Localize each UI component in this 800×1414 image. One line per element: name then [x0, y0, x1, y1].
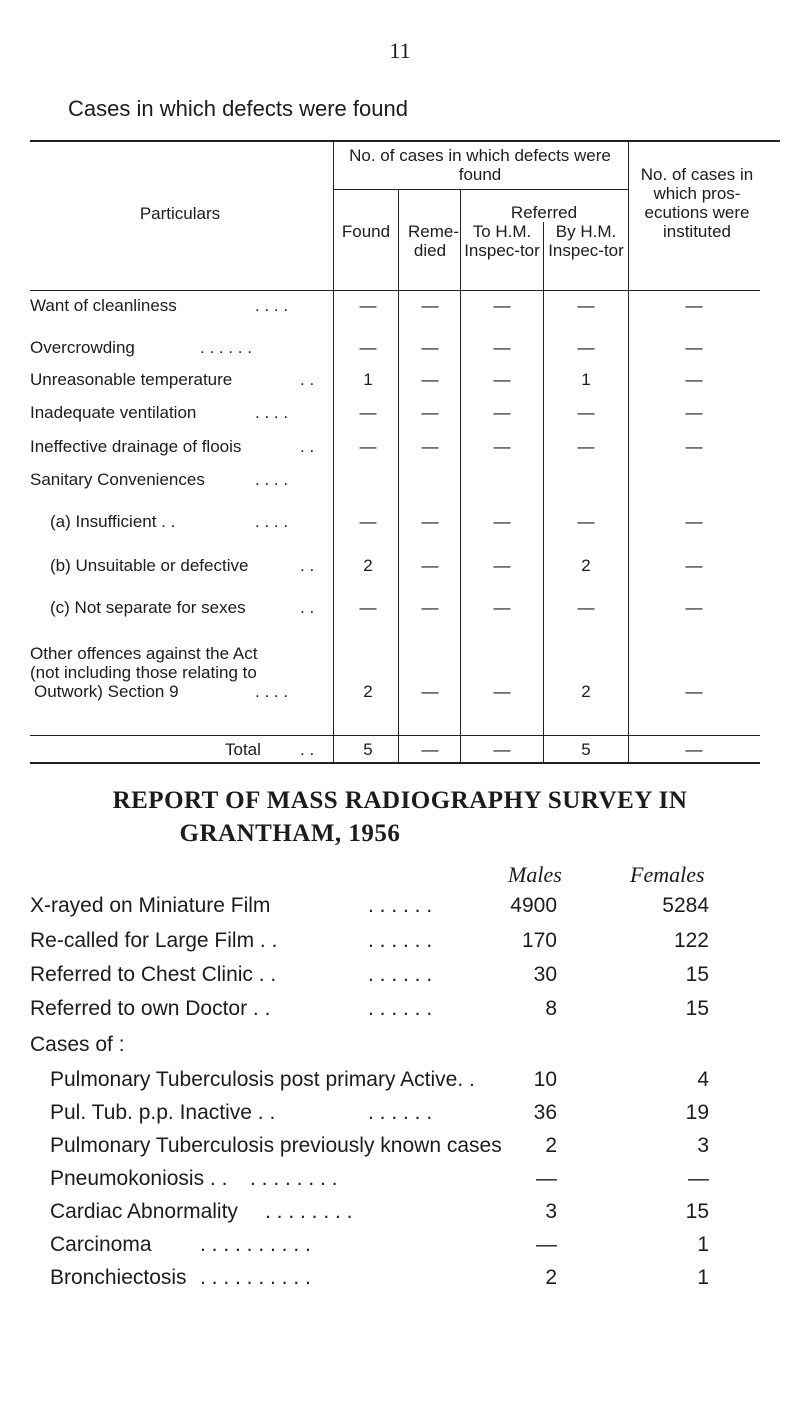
cell-prosecutions: —: [685, 338, 703, 357]
cell-prosecutions: —: [685, 370, 703, 389]
case-row-dots: . . . . . .: [368, 1101, 433, 1124]
cell-prosecutions: —: [685, 437, 703, 456]
case-row-dots: . . . . . . . . . .: [200, 1233, 311, 1256]
cell-by-hm: —: [577, 296, 595, 315]
header-particulars: Particulars: [139, 204, 221, 223]
cell-found: 2: [363, 556, 373, 575]
report-row-label: X-rayed on Miniature Film: [30, 894, 271, 917]
report-value-females: 15: [685, 963, 709, 986]
case-value-males: 2: [545, 1266, 557, 1289]
cell-prosecutions: —: [685, 512, 703, 531]
total-found: 5: [363, 740, 373, 759]
case-value-males: 2: [545, 1134, 557, 1157]
case-row-label: Pulmonary Tuberculosis previously known cases: [50, 1134, 502, 1157]
row-dots: . . . .: [255, 296, 289, 315]
case-row-label: Bronchiectosis: [50, 1266, 187, 1289]
case-value-males: —: [536, 1233, 557, 1256]
cell-by-hm: —: [577, 598, 595, 617]
cell-to-hm: —: [493, 598, 511, 617]
cell-by-hm: —: [577, 512, 595, 531]
total-by-hm: 5: [581, 740, 591, 759]
cell-found: —: [359, 296, 377, 315]
report-value-males: 30: [533, 963, 557, 986]
cell-to-hm: —: [493, 512, 511, 531]
table-header-rule: [30, 290, 760, 291]
header-cases-group: No. of cases in which defects were found: [349, 146, 611, 184]
report-value-females: 122: [673, 929, 709, 952]
row-label: Other offences against the Act: [30, 644, 258, 663]
row-dots: . .: [300, 437, 315, 456]
row-label: (not including those relating to: [30, 663, 257, 682]
header-found: Found: [341, 222, 391, 241]
case-value-males: 10: [533, 1068, 557, 1091]
case-value-females: 4: [697, 1068, 709, 1091]
row-label: (a) Insufficient . .: [50, 512, 176, 531]
cell-found: —: [359, 338, 377, 357]
table-col-rule: [628, 142, 629, 762]
row-label: (b) Unsuitable or defective: [50, 556, 249, 575]
cell-by-hm: —: [577, 403, 595, 422]
total-prosecutions: —: [685, 740, 703, 759]
header-by-hm: By H.M. Inspec-tor: [548, 222, 624, 260]
row-label: Overcrowding: [30, 338, 135, 357]
page-title: Cases in which defects were found: [68, 96, 408, 121]
row-dots: . . . .: [255, 403, 289, 422]
total-remedied: —: [421, 740, 439, 759]
row-label: Ineffective drainage of floois: [30, 437, 242, 456]
case-value-males: 3: [545, 1200, 557, 1223]
cell-remedied: —: [421, 556, 439, 575]
cell-prosecutions: —: [685, 556, 703, 575]
cell-remedied: —: [421, 370, 439, 389]
table-col-rule: [460, 189, 461, 762]
row-dots: . .: [300, 598, 315, 617]
row-dots: . . . . . .: [200, 338, 252, 357]
header-remedied: Reme-died: [408, 222, 460, 260]
cell-by-hm: —: [577, 437, 595, 456]
row-dots: . .: [300, 556, 315, 575]
report-value-males: 4900: [510, 894, 557, 917]
cell-remedied: —: [421, 338, 439, 357]
cell-to-hm: —: [493, 338, 511, 357]
cell-to-hm: —: [493, 296, 511, 315]
cell-by-hm: 1: [581, 370, 591, 389]
case-row-label: Pulmonary Tuberculosis post primary Active. .: [50, 1068, 475, 1091]
cell-prosecutions: —: [685, 682, 703, 701]
case-row-dots: . . . . . . . .: [250, 1167, 338, 1190]
total-label: Total: [225, 740, 261, 759]
case-row-label: Pneumokoniosis . .: [50, 1167, 228, 1190]
case-row-label: Pul. Tub. p.p. Inactive . .: [50, 1101, 276, 1124]
total-dots: . .: [300, 740, 315, 759]
report-value-females: 15: [685, 997, 709, 1020]
case-value-males: 36: [533, 1101, 557, 1124]
header-referred: Referred: [510, 203, 578, 222]
table-top-rule: [30, 140, 780, 142]
cell-to-hm: —: [493, 403, 511, 422]
row-label: Sanitary Conveniences: [30, 470, 205, 489]
row-dots: . .: [300, 370, 315, 389]
case-value-males: —: [536, 1167, 557, 1190]
report-row-dots: . . . . . .: [368, 963, 433, 986]
header-to-hm: To H.M. Inspec-tor: [464, 222, 540, 260]
report-row-dots: . . . . . .: [368, 997, 433, 1020]
row-dots: . . . .: [255, 512, 289, 531]
case-value-females: —: [688, 1167, 709, 1190]
row-label: Outwork) Section 9: [34, 682, 179, 701]
case-row-dots: . . . . . . . .: [265, 1200, 353, 1223]
cell-found: —: [359, 403, 377, 422]
case-value-females: 3: [697, 1134, 709, 1157]
cell-remedied: —: [421, 403, 439, 422]
case-value-females: 15: [685, 1200, 709, 1223]
table-bottom-rule: [30, 762, 760, 764]
report-title-line2: GRANTHAM, 1956: [179, 820, 401, 847]
cell-found: —: [359, 598, 377, 617]
report-value-males: 170: [521, 929, 557, 952]
cell-to-hm: —: [493, 682, 511, 701]
cell-found: —: [359, 512, 377, 531]
report-row-label: Re-called for Large Film . .: [30, 929, 278, 952]
cell-by-hm: 2: [581, 682, 591, 701]
case-value-females: 1: [697, 1266, 709, 1289]
cell-remedied: —: [421, 512, 439, 531]
row-dots: . . . .: [255, 682, 289, 701]
report-title-line1: REPORT OF MASS RADIOGRAPHY SURVEY IN: [112, 787, 688, 814]
cell-by-hm: 2: [581, 556, 591, 575]
cell-remedied: —: [421, 437, 439, 456]
cell-found: 2: [363, 682, 373, 701]
cell-prosecutions: —: [685, 403, 703, 422]
table-col-rule: [543, 222, 544, 762]
cell-prosecutions: —: [685, 598, 703, 617]
cell-to-hm: —: [493, 437, 511, 456]
case-value-females: 19: [685, 1101, 709, 1124]
cell-remedied: —: [421, 296, 439, 315]
total-to-hm: —: [493, 740, 511, 759]
row-dots: . . . .: [255, 470, 289, 489]
case-row-label: Carcinoma: [50, 1233, 152, 1256]
table-sub-rule: [333, 189, 628, 190]
cell-remedied: —: [421, 598, 439, 617]
cell-by-hm: —: [577, 338, 595, 357]
header-prosecutions: No. of cases in which pros-ecutions were instituted: [640, 165, 754, 241]
report-row-label: Referred to own Doctor . .: [30, 997, 271, 1020]
column-header-males: Males: [508, 862, 562, 887]
row-label: Inadequate ventilation: [30, 403, 197, 422]
cell-to-hm: —: [493, 556, 511, 575]
table-col-rule: [398, 189, 399, 762]
report-value-males: 8: [545, 997, 557, 1020]
table-total-top-rule: [30, 735, 760, 736]
column-header-females: Females: [630, 862, 705, 887]
cases-of-heading: Cases of :: [30, 1033, 125, 1056]
cell-to-hm: —: [493, 370, 511, 389]
cell-found: 1: [363, 370, 373, 389]
page-number: 11: [389, 38, 411, 63]
cell-found: —: [359, 437, 377, 456]
report-row-dots: . . . . . .: [368, 894, 433, 917]
report-value-females: 5284: [662, 894, 709, 917]
report-row-dots: . . . . . .: [368, 929, 433, 952]
cell-remedied: —: [421, 682, 439, 701]
report-row-label: Referred to Chest Clinic . .: [30, 963, 277, 986]
case-row-dots: . . . . . . . . . .: [200, 1266, 311, 1289]
case-row-label: Cardiac Abnormality: [50, 1200, 238, 1223]
row-label: Unreasonable temperature: [30, 370, 233, 389]
row-label: Want of cleanliness: [30, 296, 177, 315]
cell-prosecutions: —: [685, 296, 703, 315]
case-value-females: 1: [697, 1233, 709, 1256]
row-label: (c) Not separate for sexes: [50, 598, 246, 617]
